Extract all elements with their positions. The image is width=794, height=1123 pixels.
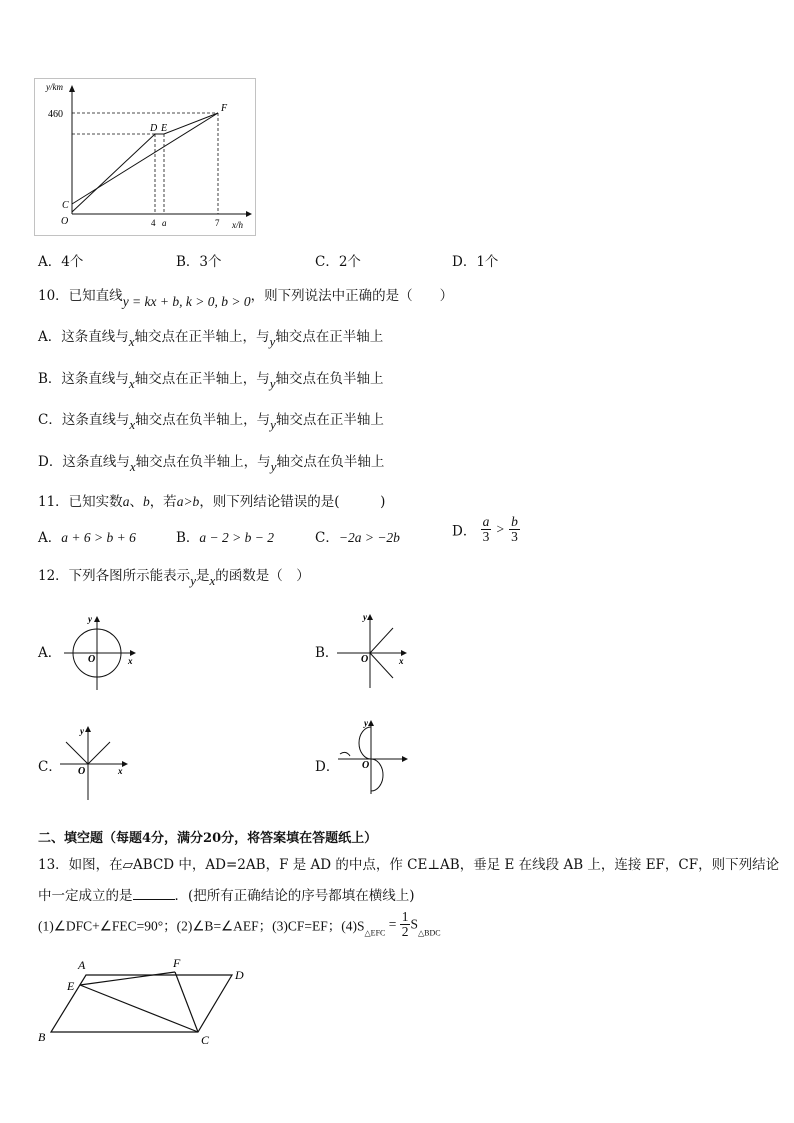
q11-d-frac-b (509, 515, 520, 544)
q11-condition: a>b (176, 494, 200, 509)
q11-d-label: D． (452, 523, 477, 540)
q9-option-c: C．2个 (315, 254, 361, 270)
label-c: C (201, 1033, 210, 1047)
q11-b-expr: a − 2 > b − 2 (199, 530, 275, 545)
q12-graph-d (336, 716, 416, 796)
segment-ef (80, 972, 175, 985)
q10-a-var-y: y (269, 334, 276, 349)
q12-prefix: 12．下列各图所示能表示 (38, 568, 191, 584)
origin-label: O (88, 654, 96, 665)
q10-option-d (38, 450, 385, 474)
q12-stem (38, 564, 310, 588)
q10-d-var-y: y (270, 459, 277, 474)
origin-label: O (78, 766, 86, 777)
q10-prefix: 10．已知直线 (38, 288, 123, 304)
axis-y-arrow (367, 614, 373, 620)
point-f-label: F (221, 103, 228, 114)
q12-var-x: x (209, 573, 216, 588)
y-label: y (363, 612, 367, 622)
q10-b-mid: 轴交点在正半轴上，与 (134, 371, 270, 387)
point-c-label: C (62, 200, 69, 211)
q10-c-left: C．这条直线与 (38, 412, 130, 428)
upper-left-arc (359, 727, 371, 759)
q11-option-b (176, 526, 274, 546)
q11-suffix: ，则下列结论错误的是( ) (199, 494, 386, 510)
q13-half (400, 910, 411, 939)
q12-suffix: 的函数是（ ） (215, 568, 310, 584)
q11-option-d (452, 515, 520, 544)
x-axis-label: x/h (232, 220, 243, 230)
point-e-label: E (161, 123, 168, 134)
q10-suffix: ，则下列说法中正确的是（ ） (250, 288, 454, 304)
q11-a-label: A． (38, 530, 62, 546)
q11-a-expr: a + 6 > b + 6 (61, 530, 136, 545)
q11-d-den-b: 3 (511, 529, 518, 544)
q11-prefix: 11．已知实数 (38, 494, 123, 510)
y-label: y (88, 614, 92, 624)
label-e: E (67, 979, 75, 993)
q10-d-var-x: x (129, 459, 136, 474)
y-label: y (80, 726, 84, 736)
parallelogram-figure (34, 955, 256, 1050)
q11-c-expr: −2a > −2b (338, 530, 400, 545)
x-label: x (399, 656, 404, 666)
q11-option-c (315, 526, 400, 546)
origin-label: O (362, 760, 370, 771)
q10-d-right: 轴交点在负半轴上 (276, 454, 385, 470)
q10-b-var-x: x (128, 376, 135, 391)
axis-y-arrow (94, 616, 100, 622)
q9-option-d: D．1个 (452, 254, 499, 270)
q12-label-b: B． (315, 645, 339, 661)
q10-stem (38, 284, 454, 309)
q10-formula: y = kx + b, k > 0, b > 0 (122, 294, 251, 309)
q9-option-b: B．3个 (176, 254, 222, 270)
q10-a-var-x: x (128, 334, 135, 349)
q13-s2: S (410, 916, 418, 932)
origin-label: O (61, 216, 69, 227)
ray-right (88, 742, 110, 764)
q13-equals: = (385, 916, 400, 932)
label-f: F (173, 956, 181, 970)
q9-option-a: A．4个 (38, 254, 84, 270)
q13-line2 (38, 884, 415, 904)
q11-var-a: a (122, 494, 130, 509)
line-c-f (72, 113, 218, 204)
x-label: x (128, 656, 133, 666)
x-tick-a: a (162, 218, 167, 228)
q12-var-y: y (190, 573, 196, 588)
point-d-label: D (150, 123, 158, 134)
answer-blank (133, 887, 175, 900)
segment-fc (175, 972, 198, 1032)
q11-d-frac-a (481, 515, 492, 544)
q11-var-b: b (142, 494, 150, 509)
q12-label-d: D． (315, 759, 340, 775)
axis-x-arrow (402, 756, 408, 762)
line-o-d-e-f (72, 113, 218, 212)
y-label: y (364, 718, 368, 728)
q10-b-right: 轴交点在负半轴上 (275, 371, 384, 387)
q11-d-num-b: b (511, 514, 518, 529)
q10-b-var-y: y (269, 376, 276, 391)
q13-half-num: 1 (401, 909, 409, 924)
q12-graph-b (335, 610, 415, 690)
segment-ec (80, 985, 198, 1032)
q10-a-mid: 轴交点在正半轴上，与 (134, 329, 270, 345)
x-tick-7: 7 (215, 218, 220, 228)
q10-b-left: B．这条直线与 (38, 371, 129, 387)
ray-up (370, 628, 393, 653)
q11-stem (38, 490, 385, 510)
q11-d-den-a: 3 (482, 529, 490, 544)
label-b: B (38, 1030, 46, 1044)
q10-c-var-x: x (129, 417, 136, 432)
axis-y-arrow (85, 726, 91, 732)
q10-option-b (38, 367, 384, 391)
q13-line2-text: 中一定成立的是 (38, 888, 133, 904)
q13-half-den: 2 (401, 924, 409, 939)
q10-c-var-y: y (270, 417, 276, 432)
ray-down (370, 653, 393, 678)
q10-option-c (38, 408, 384, 432)
y-axis-label: y/km (46, 82, 63, 92)
q10-c-right: 轴交点在正半轴上 (275, 412, 384, 428)
q12-label-c: C． (38, 759, 62, 775)
y-axis-arrow (69, 85, 75, 92)
axis-y-arrow (368, 720, 374, 726)
q11-d-gt: > (495, 521, 505, 537)
parallelogram-abcd (51, 975, 232, 1032)
q13-sub-bdc: △BDC (418, 928, 441, 938)
x-label: x (118, 766, 123, 776)
q13-line2-tail: ．(把所有正确结论的序号都填在横线上) (174, 888, 415, 904)
q10-c-mid: 轴交点在负半轴上，与 (135, 412, 271, 428)
q11-option-a (38, 526, 136, 546)
q13-line1: 13．如图，在▱ABCD 中，AD=2AB，F 是 AD 的中点，作 CE⊥AB，垂足 E 在线段 AB 上，连接 EF，CF，则下列结论 (38, 857, 780, 873)
q11-sep: 、 (129, 494, 143, 510)
ray-left (66, 742, 88, 764)
q12-is: 是 (195, 568, 210, 584)
q12-label-a: A． (38, 645, 62, 661)
q11-d-num-a: a (482, 514, 490, 529)
q10-d-mid: 轴交点在负半轴上，与 (135, 454, 271, 470)
q12-graph-a-circle (62, 612, 142, 692)
q12-graph-c (58, 722, 142, 802)
q10-a-left: A．这条直线与 (38, 329, 129, 345)
label-d: D (235, 968, 244, 982)
q11-if: ，若 (149, 494, 177, 510)
label-a: A (78, 958, 86, 972)
section-heading: 二、填空题（每题4分，满分20分，将答案填在答题纸上） (38, 831, 378, 846)
q13-sub-efc: △EFC (364, 928, 386, 938)
left-curve-stub (340, 752, 350, 756)
lower-right-arc (371, 759, 383, 791)
q10-d-left: D．这条直线与 (38, 454, 130, 470)
q10-a-right: 轴交点在正半轴上 (275, 329, 384, 345)
q13-conclusions (38, 910, 441, 939)
origin-label: O (361, 654, 369, 665)
q11-c-label: C． (315, 530, 339, 546)
y-tick-460: 460 (48, 109, 63, 120)
distance-time-graph (34, 78, 256, 236)
q11-b-label: B． (176, 530, 200, 546)
x-axis-arrow (246, 211, 252, 217)
x-tick-4: 4 (151, 218, 156, 228)
axis-x-arrow (122, 761, 128, 767)
q13-conclusion-list: (1)∠DFC+∠FEC=90°；(2)∠B=∠AEF；(3)CF=EF；(4)S (38, 918, 365, 934)
q10-option-a (38, 325, 384, 349)
